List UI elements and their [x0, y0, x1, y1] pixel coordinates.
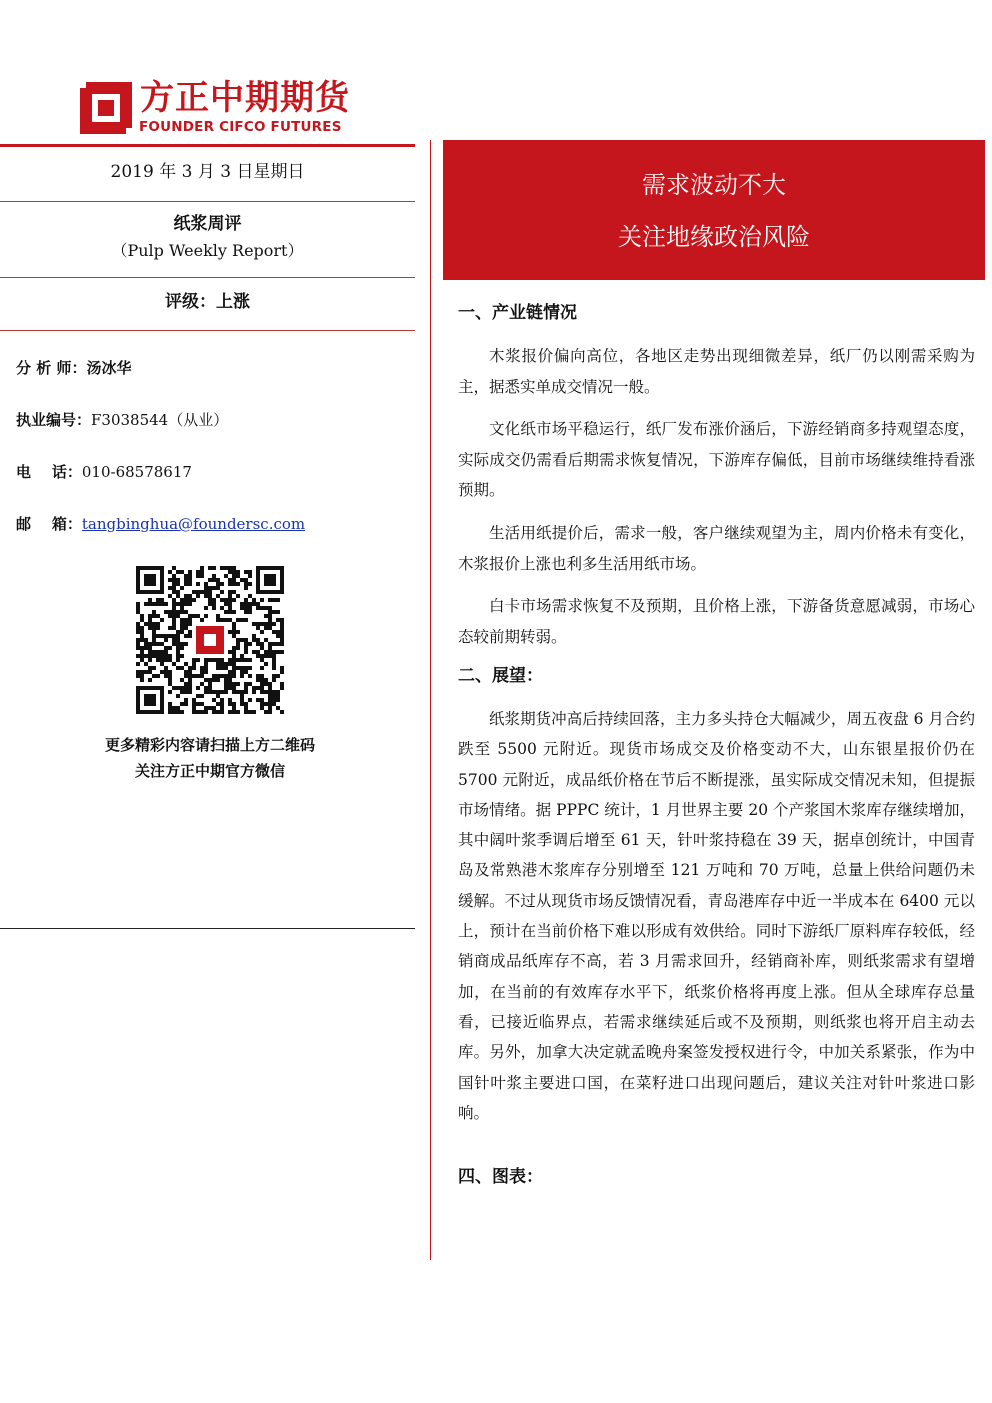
phone-label: 电 话： [16, 463, 82, 481]
section-heading-charts: 四、图表： [458, 1167, 543, 1187]
phone [16, 461, 192, 483]
divider [0, 201, 415, 202]
phone-value: 010-68578617 [81, 463, 192, 481]
email [16, 513, 305, 535]
paragraph: 生活用纸提价后，需求一般，客户继续观望为主，周内价格未有变化，木浆报价上涨也利多生活用纸市场。 [458, 524, 975, 573]
report-title-en: （Pulp Weekly Report） [111, 241, 304, 260]
divider [0, 330, 415, 331]
license-value: F3038544（从业） [91, 411, 229, 429]
email-label: 邮 箱： [16, 515, 82, 533]
headline-line-1: 需求波动不大 [642, 171, 786, 199]
qr-caption: 关注方正中期官方微信 [134, 762, 285, 780]
founder-logo-icon [80, 82, 132, 134]
company-name-en: FOUNDER CIFCO FUTURES [139, 119, 342, 135]
analyst-label: 分 析 师： [16, 359, 87, 377]
headline-line-2: 关注地缘政治风险 [618, 223, 810, 251]
paragraph: 文化纸市场平稳运行，纸厂发布涨价涵后，下游经销商多持观望态度，实际成交仍需看后期需求恢复情况，下游库存偏低，目前市场继续维持看涨预期。 [458, 420, 975, 499]
divider [0, 277, 415, 278]
qr-caption: 更多精彩内容请扫描上方二维码 [104, 736, 315, 754]
section-heading-outlook: 二、展望： [458, 666, 543, 686]
paragraph: 白卡市场需求恢复不及预期，且价格上涨，下游备货意愿减弱，市场心态较前期转弱。 [458, 597, 975, 646]
qr-code-icon [136, 566, 284, 714]
paragraph: 木浆报价偏向高位，各地区走势出现细微差异，纸厂仍以刚需采购为主，据悉实单成交情况一般。 [458, 347, 975, 396]
analyst-name: 汤冰华 [86, 359, 132, 377]
section-heading-industry-chain: 一、产业链情况 [458, 303, 577, 323]
report-date: 2019 年 3 月 3 日星期日 [110, 162, 305, 182]
headline-banner [443, 140, 985, 280]
analyst [16, 357, 131, 379]
left-column-bottom-line [0, 928, 415, 929]
report-title: 纸浆周评 [173, 214, 242, 234]
rating: 评级：上涨 [165, 292, 250, 312]
paragraph: 纸浆期货冲高后持续回落，主力多头持仓大幅减少，周五夜盘 6 月合约跌至 5500 元附近。现货市场成交及价格变动不大，山东银星报价仍在 5700 元附近，成品纸价格在节后不断提涨，虽实际成交情况未知，但提振市场情绪。据 PPPC 统计，1 月世界主要 20 个产浆国木浆库存继续增加，其中阔叶浆季调后增至 61 天，针叶浆持稳在 39 天，据卓创统计，中国青岛及常熟港木浆库存分别增至 121 万吨和 70 万吨，总量上供给问题仍未缓解。不过从现货市场反馈情况看，青岛港库存中近一半成本在 6400 元以上，预计在当前价格下难以形成有效供给。同时下游纸厂原料库存较低，经销商成品纸库存不高，若 3 月需求回升，经销商补库，则纸浆需求有望增加，在当前的有效库存水平下，纸浆价格将再度上涨。但从全球库存总量看，已接近临界点，若需求继续延后或不及预期，则纸浆也将开启主动去库。另外，加拿大决定就孟晚舟案签发授权进行令，中加关系紧张，作为中国针叶浆主要进口国，在菜籽进口出现问题后，建议关注对针叶浆进口影响。 [458, 710, 975, 1122]
header-divider [0, 144, 415, 147]
license-number [16, 409, 228, 431]
license-label: 执业编号： [16, 411, 92, 429]
company-name-cn: 方正中期期货 [140, 78, 350, 118]
column-divider [430, 140, 431, 1260]
email-link[interactable]: tangbinghua@foundersc.com [81, 515, 306, 533]
